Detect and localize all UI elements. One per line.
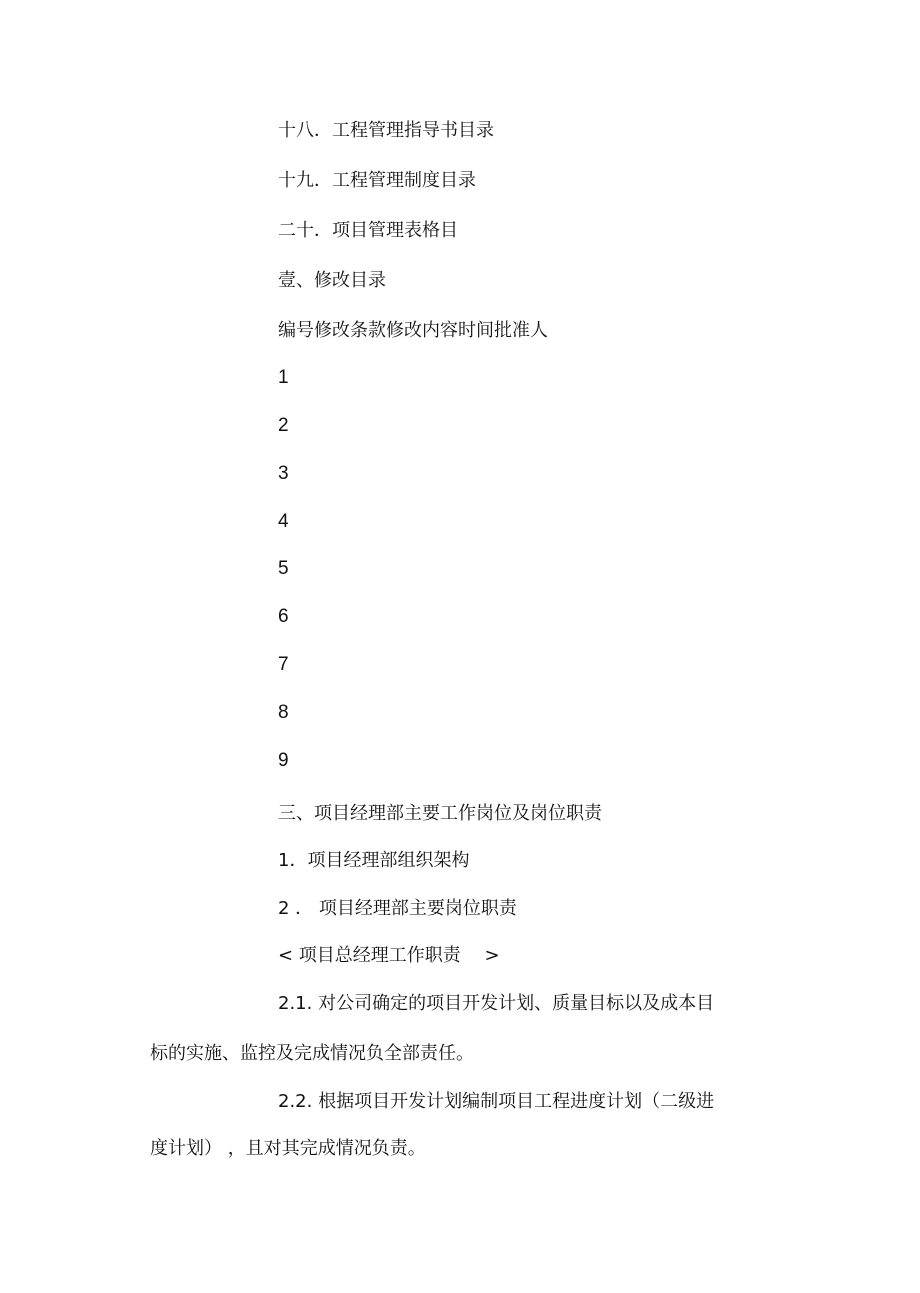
- revision-row-number: 7: [278, 654, 289, 675]
- revision-row-number: 5: [278, 558, 289, 579]
- section-subtitle: < 项目总经理工作职责 >: [278, 945, 500, 966]
- duty-2-1-line-2: 标的实施、监控及完成情况负全部责任。: [150, 1043, 474, 1064]
- revision-row-number: 6: [278, 606, 289, 627]
- toc-item-18: 十八．工程管理指导书目录: [278, 120, 494, 141]
- revision-row-number: 1: [278, 367, 289, 388]
- toc-item-19: 十九．工程管理制度目录: [278, 170, 476, 191]
- revision-table-header: 编号修改条款修改内容时间批准人: [278, 320, 548, 341]
- revision-row-number: 4: [278, 511, 289, 532]
- section-three-item-2: 2 ． 项目经理部主要岗位职责: [278, 898, 517, 919]
- section-three-item-1: 1．项目经理部组织架构: [278, 850, 470, 871]
- duty-2-2-line-2: 度计划） ，且对其完成情况负责。: [150, 1138, 426, 1159]
- revision-row-number: 2: [278, 415, 289, 436]
- revision-row-number: 8: [278, 702, 289, 723]
- duty-2-1-line-1: 2.1. 对公司确定的项目开发计划、质量目标以及成本目: [278, 993, 715, 1014]
- revision-row-number: 9: [278, 750, 289, 771]
- section-three-title: 三、项目经理部主要工作岗位及岗位职责: [278, 803, 602, 824]
- revision-row-number: 3: [278, 463, 289, 484]
- toc-item-20: 二十．项目管理表格目: [278, 220, 458, 241]
- revision-section-title: 壹、修改目录: [278, 270, 386, 291]
- duty-2-2-line-1: 2.2. 根据项目开发计划编制项目工程进度计划（二级进: [278, 1091, 715, 1112]
